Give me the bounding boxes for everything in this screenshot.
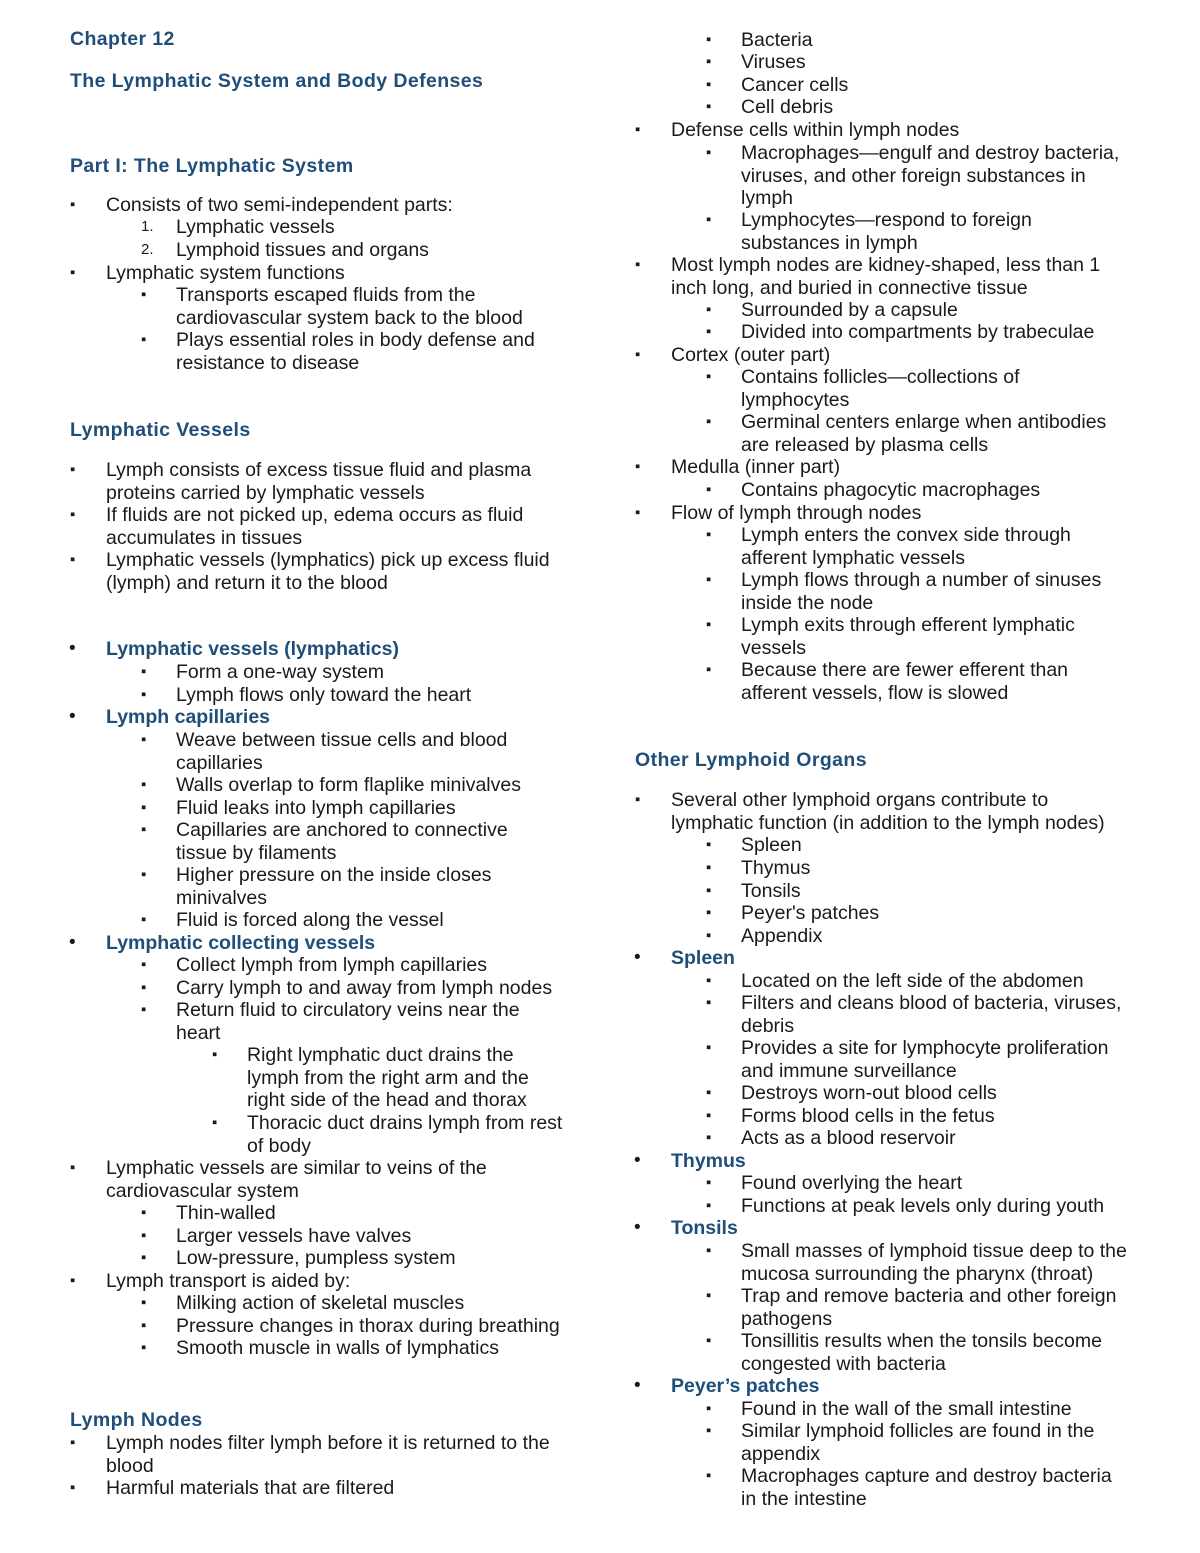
list-item-text: Lymph transport is aided by: [106, 1270, 351, 1292]
bullet-marker: ▪ [70, 196, 76, 213]
list-item-text: proteins carried by lymphatic vessels [106, 481, 425, 504]
bullet-marker: ▪ [706, 1422, 712, 1439]
bullet-marker: ▪ [706, 211, 712, 228]
list-item-text: Higher pressure on the inside closes [176, 864, 492, 886]
list-item-text: Lymph enters the convex side through [741, 524, 1071, 546]
list-item-text: Contains phagocytic macrophages [741, 479, 1041, 501]
bullet-marker: ▪ [706, 661, 712, 678]
bullet-marker: ▪ [706, 1242, 712, 1259]
list-item-text: Tonsillitis results when the tonsils become [741, 1330, 1102, 1352]
list-item-text: and immune surveillance [741, 1059, 957, 1082]
list-item-text: Right lymphatic duct drains the [247, 1044, 514, 1066]
bullet-marker: ▪ [706, 904, 712, 921]
list-item-text: Return fluid to circulatory veins near the [176, 999, 520, 1021]
list-item-text: congested with bacteria [741, 1352, 946, 1375]
list-item-text: Carry lymph to and away from lymph nodes [176, 977, 553, 999]
list-item-text: Acts as a blood reservoir [741, 1127, 956, 1149]
list-item-text: cardiovascular system [106, 1179, 299, 1202]
bullet-marker: ▪ [141, 1249, 147, 1266]
bullet-marker: ▪ [706, 1129, 712, 1146]
list-item-text: Lymphatic vessels (lymphatics) [106, 638, 399, 660]
bullet-marker: ▪ [706, 413, 712, 430]
bullet-marker: ▪ [706, 481, 712, 498]
section-heading-lymphatic-vessels: Lymphatic Vessels [70, 419, 251, 441]
list-item-text: If fluids are not picked up, edema occurs as fluid [106, 504, 524, 526]
list-item-text: Milking action of skeletal muscles [176, 1292, 465, 1314]
bullet-marker: ▪ [635, 791, 641, 808]
bullet-marker: ▪ [706, 927, 712, 944]
bullet-marker: ▪ [141, 1339, 147, 1356]
bullet-marker: ▪ [70, 506, 76, 523]
bullet-marker: ▪ [706, 994, 712, 1011]
bullet-marker: ▪ [141, 956, 147, 973]
list-item-text: Smooth muscle in walls of lymphatics [176, 1337, 499, 1359]
bullet-marker: ▪ [706, 836, 712, 853]
list-item-text: Medulla (inner part) [671, 456, 841, 478]
list-item-text: lymph [741, 187, 794, 210]
bullet-marker: ▪ [706, 882, 712, 899]
bullet-marker: ▪ [706, 526, 712, 543]
bullet-marker: ▪ [635, 458, 641, 475]
list-item-text: Form a one-way system [176, 661, 385, 683]
bullet-marker: • [634, 1375, 641, 1396]
bullet-marker: ▪ [706, 616, 712, 633]
bullet-marker: ▪ [706, 1400, 712, 1417]
list-item-text: pathogens [741, 1307, 833, 1330]
bullet-marker: ▪ [141, 911, 147, 928]
bullet-marker: ▪ [635, 256, 641, 273]
bullet-marker: ▪ [706, 1287, 712, 1304]
bullet-marker: ▪ [706, 1332, 712, 1349]
list-item-text: Lymph flows only toward the heart [176, 684, 472, 706]
bullet-marker: ▪ [141, 799, 147, 816]
bullet-marker: ▪ [706, 368, 712, 385]
list-item-text: Spleen [741, 834, 802, 856]
list-item-text: Pressure changes in thorax during breathing [176, 1315, 560, 1337]
list-item-text: Lymphatic vessels [176, 216, 335, 238]
list-item-text: Germinal centers enlarge when antibodies [741, 411, 1107, 433]
list-item-text: Larger vessels have valves [176, 1225, 412, 1247]
list-item-text: inside the node [741, 591, 874, 614]
bullet-marker: ▪ [141, 1204, 147, 1221]
list-item-text: inch long, and buried in connective tissue [671, 276, 1028, 299]
list-item-text: Found in the wall of the small intestine [741, 1398, 1072, 1420]
bullet-marker: ▪ [706, 76, 712, 93]
bullet-marker: ▪ [70, 461, 76, 478]
bullet-marker: ▪ [706, 31, 712, 48]
list-item-text: Lymphoid tissues and organs [176, 239, 429, 261]
list-item-text: Lymphocytes—respond to foreign [741, 209, 1032, 231]
list-item-text: vessels [741, 636, 807, 659]
list-item-text: Tonsils [741, 880, 801, 902]
list-item-text: Several other lymphoid organs contribute to [671, 789, 1049, 811]
list-item-text: of body [247, 1134, 311, 1157]
section-heading-other-lymphoid-organs: Other Lymphoid Organs [635, 749, 867, 771]
bullet-marker: ▪ [212, 1114, 218, 1131]
list-item-text: Small masses of lymphoid tissue deep to the [741, 1240, 1127, 1262]
bullet-marker: ▪ [706, 301, 712, 318]
list-item-text: Cell debris [741, 96, 834, 118]
bullet-marker: ▪ [141, 776, 147, 793]
list-item-text: Located on the left side of the abdomen [741, 970, 1084, 992]
list-item-text: Lymph nodes filter lymph before it is returned to the [106, 1432, 550, 1454]
bullet-marker: ▪ [706, 859, 712, 876]
list-item-text: Found overlying the heart [741, 1172, 963, 1194]
bullet-marker: ▪ [141, 331, 147, 348]
list-item-text: Divided into compartments by trabeculae [741, 321, 1095, 343]
list-item-text: viruses, and other foreign substances in [741, 164, 1086, 187]
bullet-marker: ▪ [706, 1084, 712, 1101]
bullet-marker: ▪ [70, 1434, 76, 1451]
list-item-text: Spleen [671, 947, 735, 969]
list-item-text: Weave between tissue cells and blood [176, 729, 508, 751]
list-item-text: Lymph capillaries [106, 706, 271, 728]
bullet-marker: ▪ [141, 821, 147, 838]
list-item-text: lymphocytes [741, 388, 850, 411]
bullet-marker: ▪ [141, 286, 147, 303]
list-item-text: Bacteria [741, 29, 813, 51]
bullet-marker: ▪ [706, 1174, 712, 1191]
list-item-text: in the intestine [741, 1487, 867, 1510]
list-item-text: lymphatic function (in addition to the lymph nodes) [671, 811, 1105, 834]
list-item-text: Lymph flows through a number of sinuses [741, 569, 1102, 591]
list-item-text: Walls overlap to form flaplike minivalves [176, 774, 521, 796]
list-item-text: capillaries [176, 751, 263, 774]
list-item-text: afferent lymphatic vessels [741, 546, 965, 569]
list-item-text: resistance to disease [176, 351, 360, 374]
list-item-text: lymph from the right arm and the [247, 1066, 529, 1089]
bullet-marker: ▪ [141, 731, 147, 748]
list-item-text: Consists of two semi-independent parts: [106, 194, 453, 216]
list-item-text: Functions at peak levels only during youth [741, 1195, 1105, 1217]
list-item-text: Because there are fewer efferent than [741, 659, 1069, 681]
list-item-text: Peyer's patches [741, 902, 880, 924]
bullet-marker: ▪ [635, 121, 641, 138]
list-item-text: Cancer cells [741, 74, 849, 96]
bullet-marker: ▪ [706, 144, 712, 161]
section-heading-chapter-12: Chapter 12 [70, 28, 175, 50]
list-item-text: (lymph) and return it to the blood [106, 571, 388, 594]
list-item-text: Harmful materials that are filtered [106, 1477, 395, 1499]
list-number: 2. [141, 241, 154, 258]
bullet-marker: • [634, 1217, 641, 1238]
list-item-text: Forms blood cells in the fetus [741, 1105, 995, 1127]
bullet-marker: ▪ [635, 504, 641, 521]
list-item-text: Lymphatic vessels (lymphatics) pick up excess fluid [106, 549, 550, 571]
list-item-text: Thoracic duct drains lymph from rest [247, 1112, 563, 1134]
list-item-text: Lymphatic vessels are similar to veins of the [106, 1157, 487, 1179]
list-item-text: Thin-walled [176, 1202, 276, 1224]
list-item-text: Collect lymph from lymph capillaries [176, 954, 488, 976]
list-number: 1. [141, 218, 154, 235]
list-item-text: Low-pressure, pumpless system [176, 1247, 456, 1269]
bullet-marker: ▪ [70, 264, 76, 281]
list-item-text: Peyer’s patches [671, 1375, 820, 1397]
bullet-marker: ▪ [141, 1317, 147, 1334]
bullet-marker: ▪ [706, 1197, 712, 1214]
list-item-text: afferent vessels, flow is slowed [741, 681, 1009, 704]
section-heading-the-lymphatic-system-and-body-defenses: The Lymphatic System and Body Defenses [70, 70, 484, 92]
list-item-text: blood [106, 1454, 154, 1477]
section-heading-lymph-nodes: Lymph Nodes [70, 1409, 203, 1431]
bullet-marker: ▪ [706, 571, 712, 588]
bullet-marker: ▪ [706, 98, 712, 115]
bullet-marker: ▪ [70, 1479, 76, 1496]
list-item-text: Fluid leaks into lymph capillaries [176, 797, 456, 819]
list-item-text: Fluid is forced along the vessel [176, 909, 444, 931]
list-item-text: Provides a site for lymphocyte proliferation [741, 1037, 1109, 1059]
list-item-text: Lymphatic system functions [106, 262, 345, 284]
section-heading-part-i-the-lymphatic-system: Part I: The Lymphatic System [70, 155, 354, 177]
list-item-text: Surrounded by a capsule [741, 299, 958, 321]
list-item-text: Most lymph nodes are kidney-shaped, less than 1 [671, 254, 1101, 276]
list-item-text: Transports escaped fluids from the [176, 284, 476, 306]
list-item-text: Lymphatic collecting vessels [106, 932, 376, 954]
list-item-text: Lymph exits through efferent lymphatic [741, 614, 1075, 636]
bullet-marker: ▪ [141, 979, 147, 996]
list-item-text: Defense cells within lymph nodes [671, 119, 960, 141]
bullet-marker: ▪ [706, 1467, 712, 1484]
list-item-text: Lymph consists of excess tissue fluid and plasma [106, 459, 532, 481]
list-item-text: Viruses [741, 51, 806, 73]
bullet-marker: ▪ [212, 1046, 218, 1063]
bullet-marker: ▪ [706, 972, 712, 989]
bullet-marker: ▪ [706, 323, 712, 340]
list-item-text: Destroys worn-out blood cells [741, 1082, 997, 1104]
list-item-text: Capillaries are anchored to connective [176, 819, 508, 841]
list-item-text: are released by plasma cells [741, 433, 989, 456]
list-item-text: substances in lymph [741, 231, 918, 254]
list-item-text: Contains follicles—collections of [741, 366, 1020, 388]
list-item-text: debris [741, 1014, 795, 1037]
bullet-marker: • [69, 706, 76, 727]
list-item-text: heart [176, 1021, 221, 1044]
list-item-text: mucosa surrounding the pharynx (throat) [741, 1262, 1094, 1285]
list-item-text: Appendix [741, 925, 823, 947]
bullet-marker: ▪ [141, 1001, 147, 1018]
bullet-marker: ▪ [70, 1159, 76, 1176]
list-item-text: Thymus [741, 857, 811, 879]
bullet-marker: ▪ [70, 1272, 76, 1289]
bullet-marker: ▪ [706, 1107, 712, 1124]
bullet-marker: ▪ [706, 53, 712, 70]
list-item-text: accumulates in tissues [106, 526, 303, 549]
list-item-text: Tonsils [671, 1217, 738, 1239]
list-item-text: Cortex (outer part) [671, 344, 831, 366]
list-item-text: Macrophages capture and destroy bacteria [741, 1465, 1112, 1487]
list-item-text: Flow of lymph through nodes [671, 502, 922, 524]
bullet-marker: ▪ [70, 551, 76, 568]
bullet-marker: • [69, 638, 76, 659]
list-item-text: Filters and cleans blood of bacteria, viruses, [741, 992, 1122, 1014]
bullet-marker: • [69, 932, 76, 953]
bullet-marker: ▪ [141, 1294, 147, 1311]
bullet-marker: ▪ [141, 866, 147, 883]
list-item-text: appendix [741, 1442, 821, 1465]
bullet-marker: ▪ [635, 346, 641, 363]
list-item-text: Macrophages—engulf and destroy bacteria, [741, 142, 1120, 164]
bullet-marker: ▪ [706, 1039, 712, 1056]
bullet-marker: ▪ [141, 686, 147, 703]
list-item-text: tissue by filaments [176, 841, 337, 864]
bullet-marker: ▪ [141, 663, 147, 680]
list-item-text: minivalves [176, 886, 268, 909]
list-item-text: Thymus [671, 1150, 746, 1172]
bullet-marker: • [634, 1150, 641, 1171]
bullet-marker: ▪ [141, 1227, 147, 1244]
list-item-text: Similar lymphoid follicles are found in the [741, 1420, 1095, 1442]
list-item-text: Trap and remove bacteria and other foreign [741, 1285, 1117, 1307]
list-item-text: right side of the head and thorax [247, 1089, 527, 1112]
bullet-marker: • [634, 947, 641, 968]
list-item-text: cardiovascular system back to the blood [176, 306, 523, 329]
list-item-text: Plays essential roles in body defense and [176, 329, 535, 351]
